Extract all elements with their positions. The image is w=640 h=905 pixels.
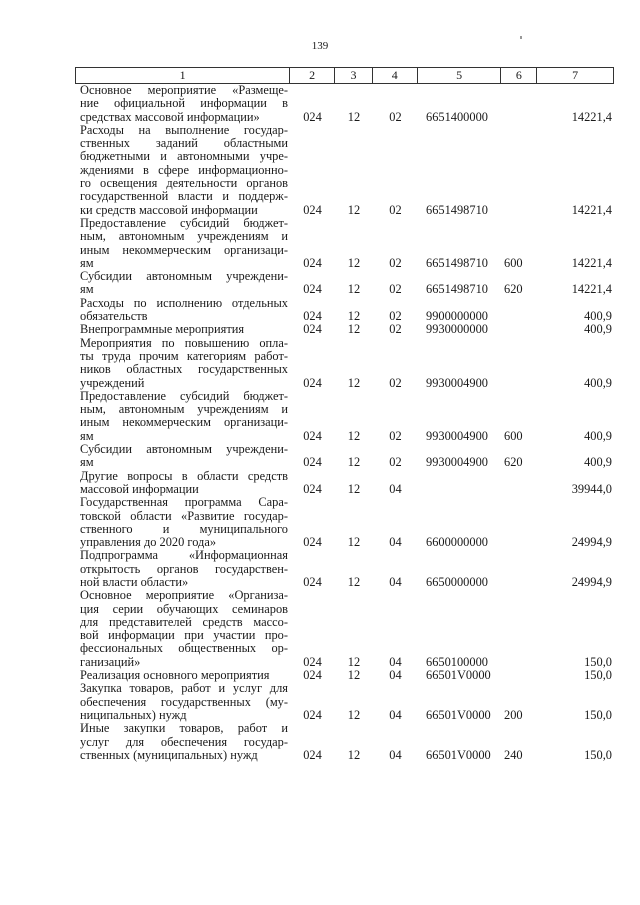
row-description	[75, 443, 290, 470]
subsection-code: 02	[389, 455, 402, 470]
row-description	[75, 669, 290, 682]
description-line: Иные закупки товаров, работ и	[80, 721, 288, 736]
table-row	[75, 217, 614, 270]
subsection-code: 02	[389, 202, 402, 217]
expense-type-code: 600	[504, 255, 523, 270]
amount: 14221,4	[571, 109, 612, 124]
amount: 24994,9	[571, 535, 612, 550]
row-description	[75, 722, 290, 762]
description-line: управления до 2020 года»	[80, 535, 217, 550]
ministry-code: 024	[303, 455, 322, 470]
row-description	[75, 496, 290, 549]
subsection-code: 02	[389, 109, 402, 124]
table-row	[75, 390, 614, 443]
section-code: 12	[347, 654, 361, 669]
ministry-code: 024	[303, 654, 322, 669]
description-line: Подпрограмма «Информационная	[80, 548, 288, 563]
description-line: Субсидии автономным учреждени-	[80, 442, 288, 457]
description-line: ников областных государственных	[80, 362, 288, 377]
expense-type-code: 600	[504, 428, 523, 443]
section-code: 12	[347, 375, 361, 390]
description-line: ственных заданий областными	[80, 136, 288, 151]
description-line: Государственная программа Сара-	[80, 495, 288, 510]
description-line: иным некоммерческим организаци-	[80, 415, 288, 430]
header-col-7: 7	[572, 68, 579, 82]
description-line: для представителей средств массо-	[80, 614, 288, 629]
description-line: ям	[80, 428, 94, 443]
ministry-code: 024	[303, 747, 322, 762]
description-line: товской области «Развитие государ-	[80, 508, 288, 523]
table-row	[75, 496, 614, 549]
page-number: 139	[311, 40, 329, 52]
amount: 14221,4	[571, 255, 612, 270]
amount: 400,9	[584, 322, 612, 337]
row-description	[75, 297, 290, 324]
header-col-4: 4	[373, 68, 418, 83]
description-line: го освещения деятельности органов	[80, 176, 288, 191]
amount: 150,0	[584, 668, 612, 683]
amount: 14221,4	[571, 282, 612, 297]
subsection-code: 02	[389, 255, 402, 270]
description-line: ям	[80, 455, 94, 470]
ministry-code: 024	[303, 375, 322, 390]
description-line: услуг для обеспечения государ-	[80, 734, 288, 749]
table-row	[75, 722, 614, 762]
description-line: ки средств массовой информации	[80, 202, 258, 217]
target-article-code: 66501V0000	[426, 747, 491, 762]
target-article-code: 6600000000	[426, 535, 488, 550]
row-description	[75, 337, 290, 390]
section-code: 12	[347, 109, 361, 124]
target-article-code: 9930004900	[426, 375, 488, 390]
row-description	[75, 549, 290, 589]
description-line: Предоставление субсидий бюджет-	[80, 388, 288, 403]
amount: 150,0	[584, 654, 612, 669]
table-row	[75, 337, 614, 390]
section-code: 12	[347, 428, 361, 443]
table-header	[75, 67, 614, 84]
section-code: 12	[347, 535, 361, 550]
target-article-code: 6650000000	[426, 574, 488, 589]
ministry-code: 024	[303, 428, 322, 443]
header-col-6: 6	[501, 68, 537, 83]
amount: 400,9	[584, 375, 612, 390]
ministry-code: 024	[303, 282, 322, 297]
ministry-code: 024	[303, 707, 322, 722]
section-code: 12	[347, 309, 361, 324]
description-line: Внепрограммные мероприятия	[80, 322, 245, 337]
description-line: ждениями в сфере информационно-	[80, 162, 288, 177]
target-article-code: 9930000000	[426, 322, 488, 337]
description-line: государственной власти и поддерж-	[80, 189, 288, 204]
ministry-code: 024	[303, 668, 322, 683]
expense-type-code: 240	[504, 747, 523, 762]
subsection-code: 04	[389, 574, 402, 589]
row-description	[75, 124, 290, 217]
description-line: Основное мероприятие «Организа-	[80, 588, 288, 603]
subsection-code: 04	[389, 535, 402, 550]
description-line: ям	[80, 255, 94, 270]
description-line: ственных (муниципальных) нужд	[80, 747, 258, 762]
ministry-code: 024	[303, 322, 322, 337]
target-article-code: 9900000000	[426, 309, 488, 324]
row-description	[75, 470, 290, 497]
description-line: Мероприятия по повышению опла-	[80, 335, 288, 350]
amount: 24994,9	[571, 574, 612, 589]
header-col-1: 1	[76, 68, 290, 83]
subsection-code: 02	[389, 282, 402, 297]
subsection-code: 02	[389, 375, 402, 390]
expense-type-code: 620	[504, 455, 523, 470]
description-line: Другие вопросы в области средств	[80, 468, 288, 483]
row-description	[75, 270, 290, 297]
table-row	[75, 124, 614, 217]
target-article-code: 9930004900	[426, 455, 488, 470]
subsection-code: 04	[389, 747, 402, 762]
section-code: 12	[347, 255, 361, 270]
header-col-5: 5	[418, 68, 502, 83]
target-article-code: 6650100000	[426, 654, 488, 669]
row-description	[75, 84, 290, 124]
subsection-code: 04	[389, 654, 402, 669]
description-line: открытость органов государствен-	[80, 561, 288, 576]
description-line: ниципальных) нужд	[80, 707, 187, 722]
description-line: Расходы по исполнению отдельных	[80, 295, 288, 310]
target-article-code: 6651498710	[426, 255, 488, 270]
description-line: учреждений	[80, 375, 145, 390]
table-row	[75, 669, 614, 682]
row-description	[75, 323, 290, 336]
description-line: ям	[80, 282, 94, 297]
header-col-3: 3	[335, 68, 373, 83]
table-row	[75, 323, 614, 336]
target-article-code: 9930004900	[426, 428, 488, 443]
description-line: Закупка товаров, работ и услуг для	[80, 681, 288, 696]
target-article-code: 66501V0000	[426, 668, 491, 683]
amount: 39944,0	[571, 481, 612, 496]
description-line: ственного и муниципального	[80, 521, 288, 536]
section-code: 12	[347, 747, 361, 762]
amount: 150,0	[584, 707, 612, 722]
ministry-code: 024	[303, 481, 322, 496]
scan-mark	[520, 36, 522, 39]
description-line: вой информации при участии про-	[80, 628, 288, 643]
target-article-code: 6651498710	[426, 202, 488, 217]
description-line: ганизаций»	[80, 654, 141, 669]
description-line: ной власти области»	[80, 574, 189, 589]
table-row	[75, 84, 614, 124]
row-description	[75, 682, 290, 722]
description-line: Предоставление субсидий бюджет-	[80, 215, 288, 230]
row-description	[75, 217, 290, 270]
table-body	[75, 84, 614, 762]
description-line: фессиональных общественных ор-	[80, 641, 288, 656]
description-line: ние официальной информации в	[80, 96, 288, 111]
description-line: иным некоммерческим организаци-	[80, 242, 288, 257]
description-line: ты труда прочим категориям работ-	[80, 348, 288, 363]
ministry-code: 024	[303, 109, 322, 124]
table-row	[75, 549, 614, 589]
table-row	[75, 443, 614, 470]
description-line: Субсидии автономным учреждени-	[80, 269, 288, 284]
ministry-code: 024	[303, 309, 322, 324]
subsection-code: 04	[389, 668, 402, 683]
description-line: Расходы на выполнение государ-	[80, 122, 288, 137]
description-line: ным, автономным учреждениям и	[80, 402, 288, 417]
section-code: 12	[347, 481, 361, 496]
amount: 14221,4	[571, 202, 612, 217]
section-code: 12	[347, 455, 361, 470]
table-row	[75, 470, 614, 497]
section-code: 12	[347, 282, 361, 297]
description-line: обеспечения государственных (му-	[80, 694, 288, 709]
expense-type-code: 200	[504, 707, 523, 722]
subsection-code: 04	[389, 707, 402, 722]
target-article-code: 6651498710	[426, 282, 488, 297]
header-col-2: 2	[290, 68, 335, 83]
subsection-code: 02	[389, 309, 402, 324]
budget-table	[75, 67, 614, 762]
target-article-code: 66501V0000	[426, 707, 491, 722]
description-line: обязательств	[80, 309, 148, 324]
section-code: 12	[347, 668, 361, 683]
description-line: ным, автономным учреждениям и	[80, 229, 288, 244]
section-code: 12	[347, 574, 361, 589]
description-line: Основное мероприятие «Размеще-	[80, 83, 288, 97]
ministry-code: 024	[303, 574, 322, 589]
ministry-code: 024	[303, 255, 322, 270]
amount: 400,9	[584, 309, 612, 324]
section-code: 12	[347, 202, 361, 217]
description-line: массовой информации	[80, 481, 199, 496]
subsection-code: 04	[389, 481, 402, 496]
description-line: средствах массовой информации»	[80, 109, 260, 124]
target-article-code: 6651400000	[426, 109, 488, 124]
section-code: 12	[347, 707, 361, 722]
description-line: бюджетными и автономными учре-	[80, 149, 288, 164]
row-description	[75, 390, 290, 443]
table-row	[75, 682, 614, 722]
ministry-code: 024	[303, 202, 322, 217]
subsection-code: 02	[389, 428, 402, 443]
section-code: 12	[347, 322, 361, 337]
amount: 400,9	[584, 455, 612, 470]
expense-type-code: 620	[504, 282, 523, 297]
table-row	[75, 589, 614, 669]
ministry-code: 024	[303, 535, 322, 550]
subsection-code: 02	[389, 322, 402, 337]
amount: 400,9	[584, 428, 612, 443]
description-line: Реализация основного мероприятия	[80, 668, 270, 683]
table-row	[75, 297, 614, 324]
amount: 150,0	[584, 747, 612, 762]
description-line: ция серии обучающих семинаров	[80, 601, 288, 616]
table-row	[75, 270, 614, 297]
row-description	[75, 589, 290, 669]
